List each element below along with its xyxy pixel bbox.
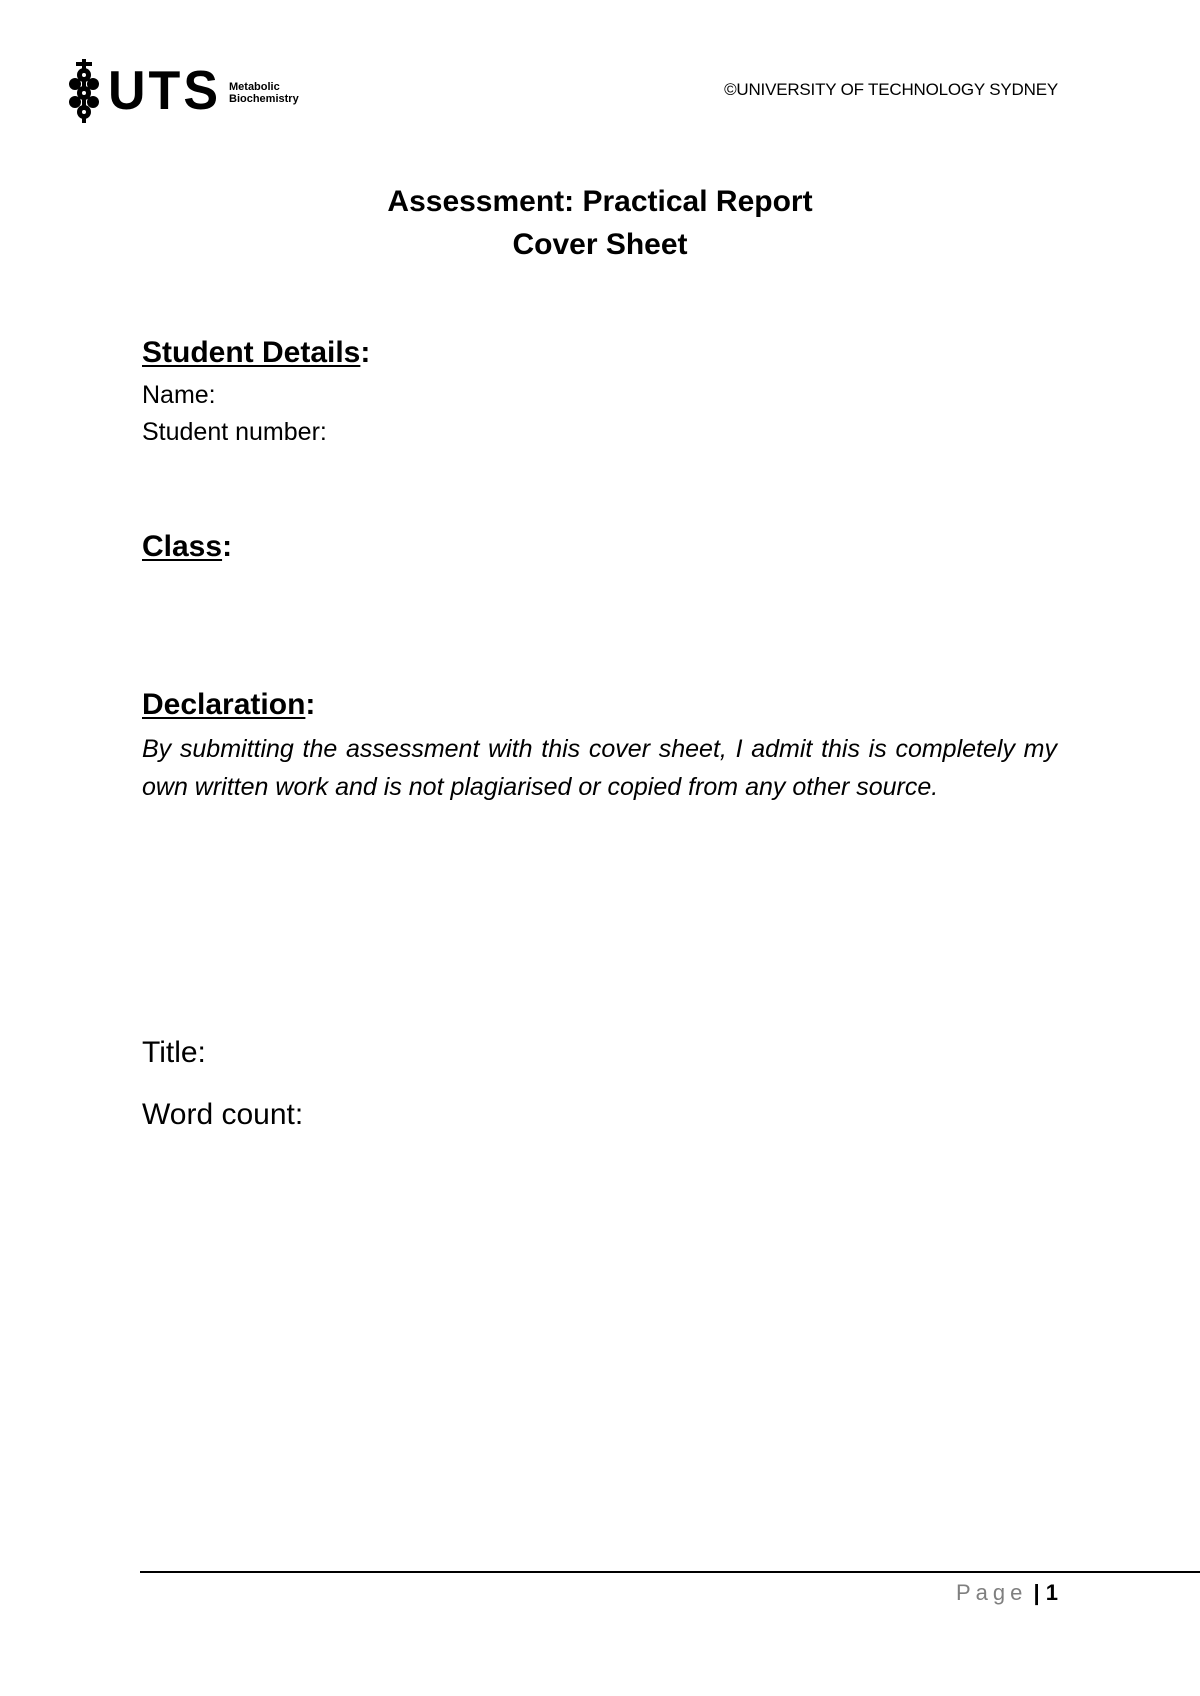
page-number-value: 1 (1045, 1580, 1058, 1605)
page-word: Page (955, 1580, 1028, 1605)
uts-logo (66, 58, 299, 124)
logo-subtitle-line2: Biochemistry (229, 93, 299, 105)
declaration-heading: Declaration: (142, 688, 316, 721)
logo-subtitle-line1: Metabolic (229, 81, 280, 93)
class-heading: Class: (142, 530, 233, 563)
title-line-1: Assessment: Practical Report (387, 185, 813, 218)
title-line-2: Cover Sheet (512, 228, 688, 261)
logo-subtitle (229, 77, 299, 105)
name-label: Name: (142, 381, 216, 409)
title-label: Title: (142, 1036, 206, 1069)
document-title (0, 180, 1200, 266)
logo-wordmark: UTS (108, 60, 221, 122)
page-separator: | (1033, 1580, 1040, 1605)
declaration-text: By submitting the assessment with this cover sheet, I admit this is completely my own written work and is not plagiarised or copied from any other source. (142, 735, 1057, 801)
student-number-label: Student number: (142, 418, 327, 446)
word-count-label: Word count: (142, 1098, 304, 1131)
student-details-heading: Student Details: (142, 336, 371, 369)
footer-divider (140, 1571, 1200, 1573)
copyright-notice: ©UNIVERSITY OF TECHNOLOGY SYDNEY (724, 80, 1058, 99)
page-number (956, 1580, 1058, 1606)
uts-emblem-icon (66, 59, 102, 123)
